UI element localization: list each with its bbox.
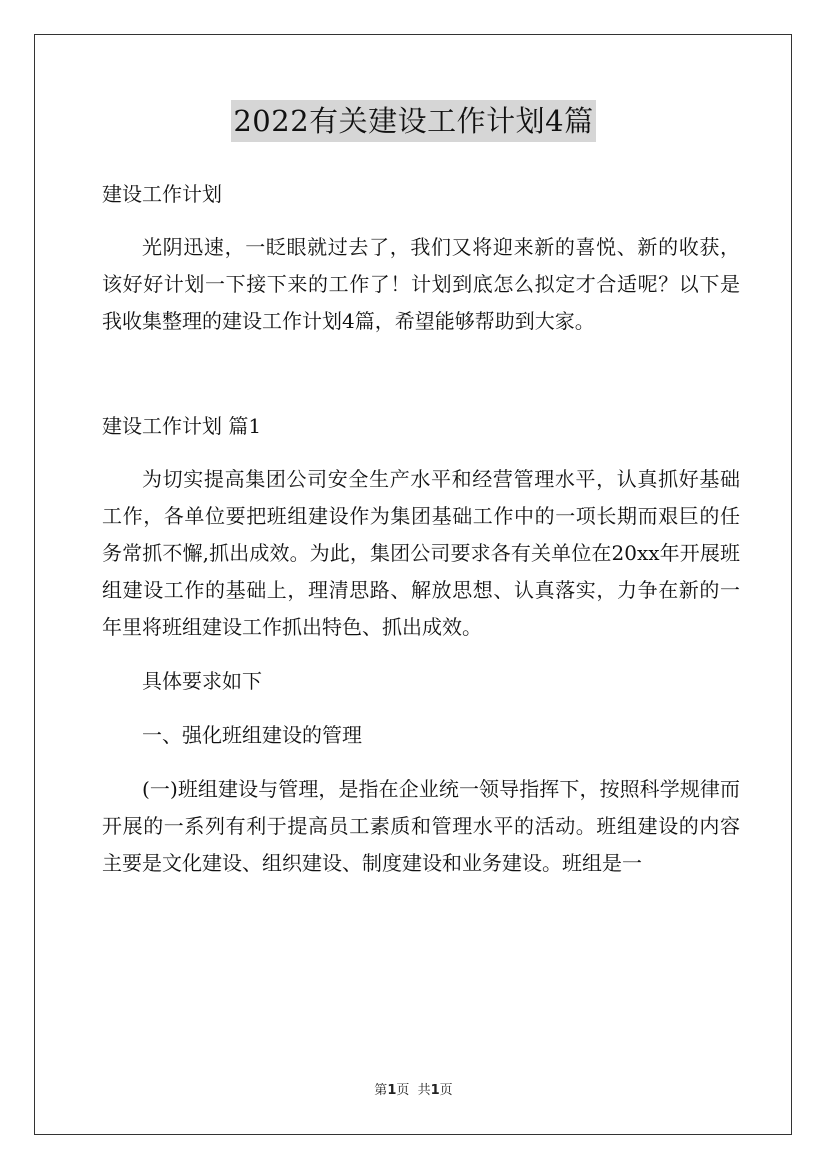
- section-heading: 建设工作计划: [102, 182, 222, 206]
- footer-page-mid: 页 共: [396, 1083, 431, 1098]
- page-footer: [0, 1082, 827, 1100]
- footer-page-prefix: 第: [374, 1083, 388, 1098]
- part1-paragraph: 为切实提高集团公司安全生产水平和经营管理水平，认真抓好基础工作，各单位要把班组建设作为集团基础工作中的一项长期而艰巨的任务常抓不懈,抓出成效。为此，集团公司要求各有关单位在20xx年开展班组建设工作的基础上，理清思路、解放思想、认真落实，力争在新的一年里将班组建设工作抓出特色、抓出成效。: [102, 467, 740, 639]
- footer-page-total: 1: [430, 1083, 440, 1098]
- requirements-label: 具体要求如下: [142, 669, 262, 693]
- intro-paragraph: 光阴迅速，一眨眼就过去了，我们又将迎来新的喜悦、新的收获，该好好计划一下接下来的工作了！计划到底怎么拟定才合适呢？以下是我收集整理的建设工作计划4篇，希望能够帮助到大家。: [102, 235, 740, 333]
- part1-heading: 建设工作计划 篇1: [102, 414, 262, 438]
- section-one-title: 一、强化班组建设的管理: [142, 723, 362, 747]
- section-one-paragraph: (一)班组建设与管理，是指在企业统一领导指挥下，按照科学规律而开展的一系列有利于提高员工素质和管理水平的活动。班组建设的内容主要是文化建设、组织建设、制度建设和业务建设。班组是一: [102, 777, 740, 875]
- footer-page-number: 1: [387, 1083, 397, 1098]
- title-container: [0, 100, 827, 142]
- document-body: [102, 176, 740, 882]
- document-title: 2022有关建设工作计划4篇: [231, 100, 595, 142]
- footer-page-suffix: 页: [439, 1083, 453, 1098]
